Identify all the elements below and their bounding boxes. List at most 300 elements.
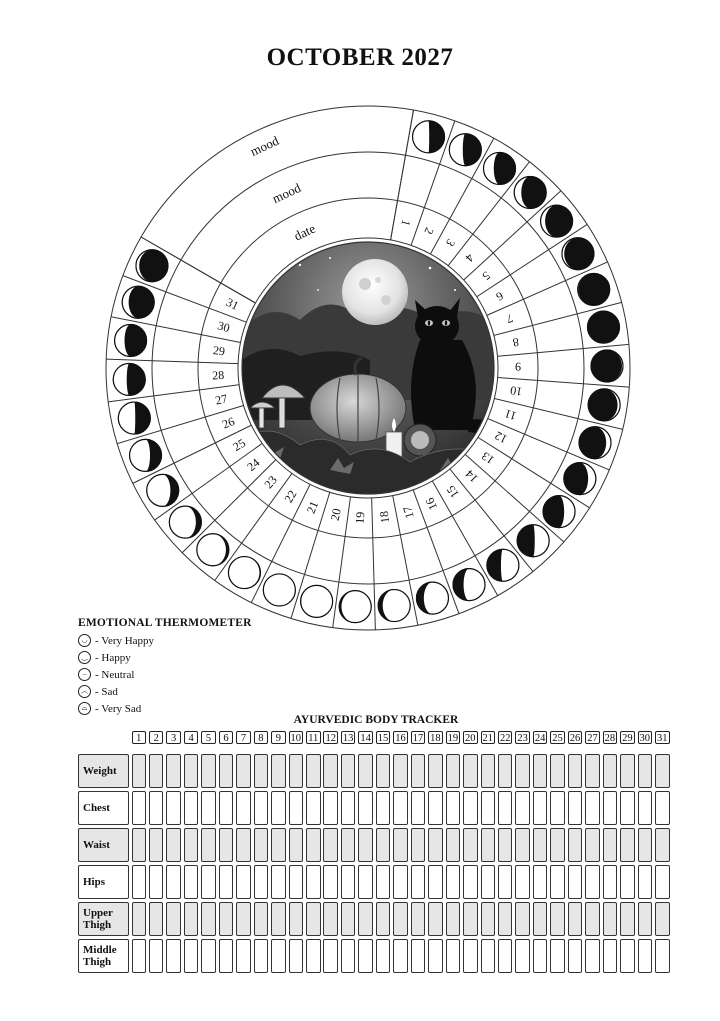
tracker-cell[interactable] [184,754,199,788]
moon-phase-icon [564,463,596,495]
tracker-cell[interactable] [568,828,583,862]
tracker-cell[interactable] [132,791,147,825]
tracker-cell[interactable] [463,791,478,825]
tracker-cell[interactable] [306,828,321,862]
tracker-cell[interactable] [149,754,164,788]
moon-phase-icon [484,152,516,184]
moon-phase-icon [118,402,150,434]
moon-phase-icon [115,324,147,356]
tracker-cell[interactable] [620,902,635,936]
tracker-cell[interactable] [585,902,600,936]
tracker-row-label: Hips [78,865,129,899]
tracker-cell[interactable] [428,754,443,788]
mood-legend-item [78,649,252,666]
moon-phase-icon [453,569,485,601]
tracker-cell[interactable] [376,791,391,825]
tracker-cell[interactable] [428,939,443,973]
tracker-cell[interactable] [289,865,304,899]
tracker-cell[interactable] [393,902,408,936]
tracker-cell[interactable] [638,828,653,862]
tracker-cell[interactable] [585,865,600,899]
tracker-day-number: 13 [342,733,354,744]
tracker-cell[interactable] [201,791,216,825]
tracker-cell[interactable] [568,939,583,973]
day-number: 29 [212,343,226,359]
tracker-cell[interactable] [254,902,269,936]
tracker-cell[interactable] [638,791,653,825]
tracker-cell[interactable] [323,791,338,825]
tracker-cell[interactable] [603,865,618,899]
day-number: 7 [504,311,515,327]
tracker-cell[interactable] [428,865,443,899]
mood-legend-label: - Neutral [95,668,135,681]
tracker-row-label: Middle Thigh [78,939,129,973]
tracker-cell[interactable] [358,902,373,936]
tracker-cell[interactable] [603,828,618,862]
moon-phase-icon [228,557,260,589]
tracker-cell[interactable] [446,902,461,936]
tracker-cell[interactable] [289,828,304,862]
tracker-row-label: Upper Thigh [78,902,129,936]
tracker-cell[interactable] [446,791,461,825]
moon-phase-icon [449,134,481,166]
tracker-cell[interactable] [446,865,461,899]
tracker-title: AYURVEDIC BODY TRACKER [293,714,459,726]
moon-phase-icon [578,273,610,305]
tracker-cell[interactable] [201,828,216,862]
tracker-cell[interactable] [393,754,408,788]
tracker-cell[interactable] [585,754,600,788]
tracker-day-number: 7 [236,731,251,744]
tracker-cell[interactable] [655,939,670,973]
tracker-cell[interactable] [463,828,478,862]
day-number: 18 [376,510,393,524]
tracker-day-number: 22 [499,733,511,744]
tracker-cell[interactable] [358,828,373,862]
tracker-cell[interactable] [481,865,496,899]
tracker-cell[interactable] [515,902,530,936]
moon-phase-icon [514,176,546,208]
tracker-cell[interactable] [393,791,408,825]
day-number: 3 [443,236,459,250]
moon-phase-icon [378,590,410,622]
tracker-cell[interactable] [463,865,478,899]
tracker-cell[interactable] [201,754,216,788]
tracker-day-number: 31 [657,733,668,744]
tracker-cell[interactable] [132,902,147,936]
tracker-cell[interactable] [219,828,234,862]
tracker-cell[interactable] [271,902,286,936]
tracker-cell[interactable] [428,902,443,936]
tracker-cell[interactable] [149,902,164,936]
tracker-cell[interactable] [638,939,653,973]
tracker-cell[interactable] [585,828,600,862]
tracker-cell[interactable] [393,939,408,973]
wheel-divider [465,454,564,542]
tracker-day-number: 8 [254,731,269,744]
day-number: 30 [216,318,232,336]
tracker-day-number: 19 [447,733,459,744]
moon-phase-icon [541,205,573,237]
day-number: 28 [211,367,225,383]
moon-phase-icon [169,506,201,538]
tracker-day-number: 24 [534,733,546,744]
tracker-cell[interactable] [515,791,530,825]
tracker-cell[interactable] [498,865,513,899]
tracker-cell[interactable] [341,828,356,862]
tracker-day-number: 23 [517,733,528,744]
tracker-cell[interactable] [306,791,321,825]
tracker-day-number: 14 [360,733,371,744]
tracker-cell[interactable] [236,791,251,825]
center-illustration [242,242,494,494]
tracker-cell[interactable] [306,902,321,936]
day-number: 23 [261,472,280,492]
tracker-day-number: 29 [622,733,633,744]
tracker-cell[interactable] [411,865,426,899]
tracker-cell[interactable] [498,754,513,788]
tracker-cell[interactable] [411,939,426,973]
tracker-cell[interactable] [184,902,199,936]
tracker-cell[interactable] [341,902,356,936]
moon-phase-icon [588,389,620,421]
wheel-divider [372,498,376,630]
day-number: 11 [502,406,519,424]
tracker-cell[interactable] [323,939,338,973]
tracker-cell[interactable] [393,865,408,899]
day-number: 12 [492,428,510,447]
tracker-cell[interactable] [655,791,670,825]
tracker-cell[interactable] [446,939,461,973]
moon-phase-icon [413,121,445,153]
tracker-cell[interactable] [323,754,338,788]
tracker-cell[interactable] [463,754,478,788]
tracker-cell[interactable] [498,902,513,936]
tracker-cell[interactable] [498,791,513,825]
full-moon-illustration [342,259,408,325]
day-number: 15 [443,482,462,501]
tracker-cell[interactable] [550,939,565,973]
tracker-cell[interactable] [289,754,304,788]
tracker-cell[interactable] [166,902,181,936]
day-number: 1 [398,218,414,228]
tracker-cell[interactable] [149,939,164,973]
tracker-cell[interactable] [236,865,251,899]
tracker-cell[interactable] [411,902,426,936]
tracker-day-number: 17 [412,733,424,744]
tracker-cell[interactable] [533,791,548,825]
moon-phase-icon [122,286,154,318]
tracker-cell[interactable] [219,902,234,936]
tracker-cell[interactable] [254,791,269,825]
tracker-cell[interactable] [393,828,408,862]
tracker-day-number: 3 [166,731,181,744]
tracker-cell[interactable] [481,754,496,788]
tracker-cell[interactable] [201,865,216,899]
tracker-cell[interactable] [306,939,321,973]
tracker-cell[interactable] [481,791,496,825]
tracker-cell[interactable] [184,828,199,862]
tracker-cell[interactable] [568,754,583,788]
moon-phase-icon [130,439,162,471]
tracker-cell[interactable] [201,939,216,973]
tracker-cell[interactable] [254,754,269,788]
mood-legend-label: - Happy [95,651,131,664]
moon-phase-icon [263,574,295,606]
tracker-cell[interactable] [358,754,373,788]
tracker-cell[interactable] [271,939,286,973]
day-number: 13 [478,448,497,468]
moon-phase-icon [136,250,168,282]
tracker-cell[interactable] [236,902,251,936]
tracker-day-number: 21 [482,733,493,744]
tracker-cell[interactable] [411,754,426,788]
mood-legend-item [78,683,252,700]
tracker-cell[interactable] [463,902,478,936]
tracker-cell[interactable] [271,865,286,899]
moon-phase-icon [301,585,333,617]
tracker-day-number: 11 [306,731,321,744]
tracker-cell[interactable] [323,828,338,862]
day-number: 17 [400,504,417,521]
tracker-cell[interactable] [603,939,618,973]
tracker-cell[interactable] [603,791,618,825]
neutral-face-icon: – [78,668,91,681]
tracker-cell[interactable] [498,939,513,973]
tracker-cell[interactable] [428,828,443,862]
tracker-cell[interactable] [550,902,565,936]
tracker-cell[interactable] [184,791,199,825]
tracker-day-number: 18 [430,733,441,744]
tracker-cell[interactable] [149,865,164,899]
tracker-cell[interactable] [184,865,199,899]
tracker-cell[interactable] [219,754,234,788]
tracker-cell[interactable] [655,902,670,936]
day-number: 24 [244,455,263,474]
tracker-row-label: Chest [78,791,129,825]
tracker-cell[interactable] [289,791,304,825]
tracker-cell[interactable] [568,791,583,825]
tracker-cell[interactable] [463,939,478,973]
tracker-cell[interactable] [638,865,653,899]
tracker-cell[interactable] [166,939,181,973]
tracker-cell[interactable] [341,939,356,973]
tracker-day-number: 10 [290,733,302,744]
tracker-row-label: Weight [78,754,129,788]
tracker-cell[interactable] [306,754,321,788]
day-number: 6 [493,288,506,304]
tracker-cell[interactable] [376,865,391,899]
moon-phase-icon [113,363,145,395]
tracker-cell[interactable] [638,754,653,788]
tracker-day-number: 27 [587,733,598,744]
tracker-cell[interactable] [620,754,635,788]
day-number: 31 [223,294,241,313]
day-number: 4 [462,250,477,265]
tracker-cell[interactable] [254,865,269,899]
thermometer-title: EMOTIONAL THERMOMETER [78,617,252,629]
tracker-cell[interactable] [184,939,199,973]
tracker-day-number: 20 [465,733,476,744]
moon-phase-icon [416,582,448,614]
very-sad-face-icon: ⌓ [78,702,91,715]
tracker-cell[interactable] [358,939,373,973]
tracker-cell[interactable] [550,754,565,788]
tracker-cell[interactable] [446,828,461,862]
tracker-row-label: Waist [78,828,129,862]
tracker-cell[interactable] [341,754,356,788]
tracker-cell[interactable] [533,939,548,973]
tracker-cell[interactable] [219,791,234,825]
tracker-cell[interactable] [620,865,635,899]
day-number: 26 [220,414,237,432]
mood-legend-label: - Sad [95,685,118,698]
mood-legend-item [78,666,252,683]
tracker-cell[interactable] [149,828,164,862]
tracker-cell[interactable] [533,902,548,936]
tracker-cell[interactable] [236,828,251,862]
tracker-cell[interactable] [638,902,653,936]
header-label-mood: mood [247,132,282,160]
day-number: 8 [511,334,520,350]
mood-legend-label: - Very Sad [95,702,142,715]
wheel-divider [464,191,561,280]
tracker-cell[interactable] [254,939,269,973]
tracker-cell[interactable] [323,902,338,936]
tracker-cell[interactable] [271,791,286,825]
tracker-cell[interactable] [376,939,391,973]
tracker-cell[interactable] [289,939,304,973]
tracker-cell[interactable] [236,939,251,973]
tracker-day-number: 4 [184,731,199,744]
tracker-cell[interactable] [358,791,373,825]
tracker-cell[interactable] [376,828,391,862]
day-number: 22 [281,487,300,506]
tracker-cell[interactable] [515,939,530,973]
tracker-cell[interactable] [515,828,530,862]
tracker-cell[interactable] [271,754,286,788]
tracker-cell[interactable] [550,828,565,862]
tracker-cell[interactable] [341,791,356,825]
tracker-cell[interactable] [306,865,321,899]
moon-phase-icon [197,534,229,566]
tracker-day-number: 2 [149,731,164,744]
tracker-cell[interactable] [585,791,600,825]
tracker-cell[interactable] [603,754,618,788]
tracker-cell[interactable] [166,754,181,788]
moon-phase-icon [487,549,519,581]
tracker-cell[interactable] [620,791,635,825]
header-label-date: date [291,220,318,244]
tracker-cell[interactable] [550,791,565,825]
tracker-cell[interactable] [358,865,373,899]
tracker-cell[interactable] [236,754,251,788]
tracker-cell[interactable] [498,828,513,862]
tracker-cell[interactable] [376,902,391,936]
tracker-cell[interactable] [166,828,181,862]
tracker-day-number: 30 [639,733,651,744]
mood-legend-label: - Very Happy [95,634,155,647]
tracker-cell[interactable] [533,828,548,862]
tracker-cell[interactable] [166,791,181,825]
tracker-cell[interactable] [132,828,147,862]
tracker-cell[interactable] [620,939,635,973]
day-number: 5 [479,268,494,284]
day-number: 9 [514,359,522,374]
tracker-cell[interactable] [603,902,618,936]
tracker-cell[interactable] [655,828,670,862]
day-number: 21 [303,499,322,516]
day-number: 20 [327,507,344,522]
tracker-cell[interactable] [376,754,391,788]
moon-phase-icon [147,474,179,506]
tracker-day-number: 26 [569,733,581,744]
tracker-cell[interactable] [149,791,164,825]
tracker-cell[interactable] [550,865,565,899]
tracker-cell[interactable] [411,828,426,862]
tracker-cell[interactable] [585,939,600,973]
moon-phase-icon [517,525,549,557]
tracker-cell[interactable] [132,754,147,788]
tracker-cell[interactable] [515,754,530,788]
wheel-divider [106,359,238,363]
tracker-day-number: 28 [604,733,616,744]
page-title: OCTOBER 2027 [266,44,454,71]
tracker-cell[interactable] [481,828,496,862]
tracker-cell[interactable] [568,865,583,899]
mood-legend-item [78,632,252,649]
tracker-cell[interactable] [411,791,426,825]
tracker-cell[interactable] [132,865,147,899]
moon-phase-icon [591,350,623,382]
tracker-cell[interactable] [271,828,286,862]
moon-phase-icon [562,238,594,270]
tracker-cell[interactable] [254,828,269,862]
sad-face-icon: ︵ [78,685,91,698]
tracker-cell[interactable] [515,865,530,899]
tracker-day-number: 1 [132,731,147,744]
tracker-cell[interactable] [655,865,670,899]
header-label-mood: mood [269,180,304,207]
tracker-cell[interactable] [481,939,496,973]
tracker-cell[interactable] [446,754,461,788]
moon-phase-icon [587,311,619,343]
tracker-cell[interactable] [620,828,635,862]
tracker-cell[interactable] [533,754,548,788]
tracker-cell[interactable] [481,902,496,936]
moon-phase-icon [579,427,611,459]
tracker-cell[interactable] [533,865,548,899]
tracker-cell[interactable] [568,902,583,936]
tracker-cell[interactable] [655,754,670,788]
pomegranate-illustration [404,424,436,456]
tracker-cell[interactable] [201,902,216,936]
tracker-day-number: 6 [219,731,234,744]
tracker-cell[interactable] [341,865,356,899]
day-number: 27 [213,391,229,408]
tracker-cell[interactable] [428,791,443,825]
tracker-cell[interactable] [132,939,147,973]
moon-phase-icon [543,496,575,528]
day-number: 2 [421,225,437,237]
tracker-cell[interactable] [219,939,234,973]
tracker-cell[interactable] [323,865,338,899]
tracker-cell[interactable] [289,902,304,936]
tracker-day-number: 12 [325,733,336,744]
tracker-cell[interactable] [166,865,181,899]
tracker-cell[interactable] [219,865,234,899]
tracker-day-number: 9 [271,731,286,744]
